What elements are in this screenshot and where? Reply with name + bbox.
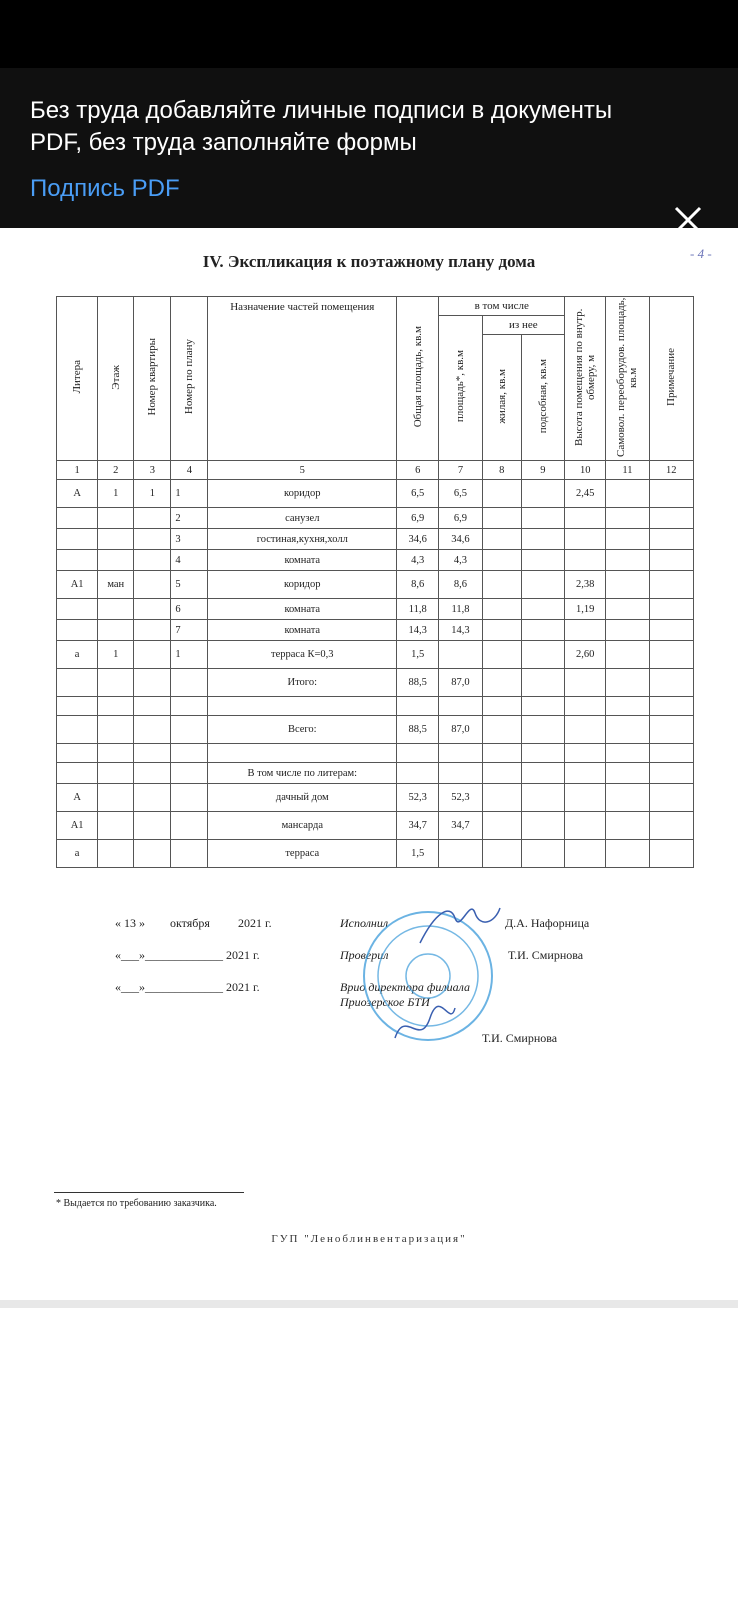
header-apt: Номер квартиры — [134, 297, 171, 461]
explication-table — [56, 296, 694, 868]
director-label: Врио директора филиала — [340, 980, 470, 994]
header-note: Примечание — [649, 297, 693, 461]
page-number: - 4 - — [690, 246, 712, 261]
blank-area — [0, 1308, 738, 1600]
table-row: а 1 1 терраса К=0,3 1,5 2,60 — [57, 641, 694, 669]
header-height: Высота помещения по внутр. обмеру, м — [565, 297, 606, 461]
table-row: а терраса 1,5 — [57, 840, 694, 868]
header-in-total: в том числе — [439, 297, 565, 316]
date1-month: октября — [170, 916, 210, 930]
checked-name: Т.И. Смирнова — [508, 948, 584, 962]
header-aux: подсобная, кв.м — [521, 335, 564, 461]
footnote: * Выдается по требованию заказчика. — [56, 1198, 217, 1209]
signature-director-icon — [390, 998, 460, 1058]
table-row: 3 гостиная,кухня,холл 34,6 34,6 — [57, 529, 694, 550]
sign-pdf-link[interactable]: Подпись PDF — [30, 175, 180, 202]
table-row: А 1 1 1 коридор 6,5 6,5 2,45 — [57, 480, 694, 508]
status-bar — [0, 0, 738, 68]
header-purpose: Назначение частей помещения — [208, 297, 397, 461]
checked-label: Проверил — [340, 948, 389, 962]
executed-label: Исполнил — [340, 916, 389, 930]
header-selfmade: Самовол. переоборудов. площадь, кв.м — [606, 297, 649, 461]
table-row: А дачный дом 52,3 52,3 — [57, 784, 694, 812]
table-row — [57, 744, 694, 763]
page-title: IV. Экспликация к поэтажному плану дома — [202, 252, 536, 271]
date1-day: « 13 » — [115, 916, 145, 930]
vsego-row: Всего: 88,5 87,0 — [57, 716, 694, 744]
column-numbers-row: 1 2 3 4 5 6 7 8 9 10 11 12 — [57, 461, 694, 480]
by-litera-header-row: В том числе по литерам: — [57, 763, 694, 784]
header-total-area: Общая площадь, кв.м — [397, 297, 439, 461]
organization: ГУП "Леноблинвентаризация" — [271, 1233, 467, 1245]
table-row: А1 мансарда 34,7 34,7 — [57, 812, 694, 840]
table-row: 6 комната 11,8 11,8 1,19 — [57, 599, 694, 620]
header-of-which: из нее — [482, 316, 564, 335]
header-plan: Номер по плану — [171, 297, 208, 461]
table-row: 7 комната 14,3 14,3 — [57, 620, 694, 641]
date1-year: 2021 г. — [238, 916, 272, 930]
header-area: площадь*, кв.м — [439, 316, 482, 461]
table-row — [57, 697, 694, 716]
footnote-divider — [54, 1192, 244, 1193]
director-org: Приозерское БТИ — [340, 995, 430, 1009]
table-row: А1 ман 5 коридор 8,6 8,6 2,38 — [57, 571, 694, 599]
executed-name: Д.А. Нафорница — [505, 916, 590, 930]
page-separator — [0, 1300, 738, 1308]
director-name: Т.И. Смирнова — [482, 1031, 558, 1045]
header-floor: Этаж — [98, 297, 134, 461]
date3: «___»_____________ 2021 г. — [115, 980, 260, 994]
itogo-row: Итого: 88,5 87,0 — [57, 669, 694, 697]
promo-banner — [0, 68, 738, 228]
header-litera: Литера — [57, 297, 98, 461]
table-row: 2 санузел 6,9 6,9 — [57, 508, 694, 529]
banner-text: Без труда добавляйте личные подписи в документы PDF, без труда заполняйте формы — [30, 97, 613, 156]
signature-executed-icon — [415, 893, 505, 953]
table-row: 4 комната 4,3 4,3 — [57, 550, 694, 571]
header-living: жилая, кв.м — [482, 335, 521, 461]
pdf-page — [0, 228, 738, 1303]
date2: «___»_____________ 2021 г. — [115, 948, 260, 962]
